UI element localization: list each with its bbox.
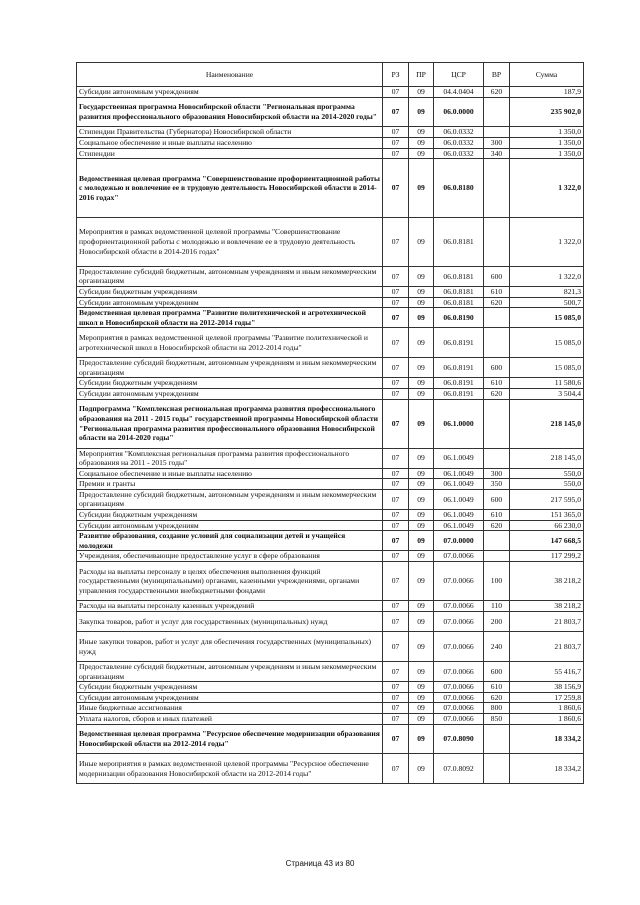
cell-vr: 600 bbox=[484, 489, 510, 509]
cell-pr: 09 bbox=[409, 399, 434, 448]
cell-pr: 09 bbox=[409, 328, 434, 358]
cell-vr: 100 bbox=[484, 562, 510, 601]
cell-vr bbox=[484, 97, 510, 127]
cell-rz: 07 bbox=[383, 358, 409, 378]
cell-rz: 07 bbox=[383, 601, 409, 612]
cell-sum: 218 145,0 bbox=[510, 399, 584, 448]
header-vr: ВР bbox=[484, 63, 510, 87]
table-row bbox=[77, 378, 584, 389]
cell-name: Субсидии бюджетным учреждениям bbox=[77, 286, 383, 297]
table-row bbox=[77, 297, 584, 308]
cell-rz: 07 bbox=[383, 148, 409, 159]
cell-sum: 151 365,0 bbox=[510, 510, 584, 521]
cell-name: Стипендии bbox=[77, 148, 383, 159]
cell-name: Субсидии автономным учреждениям bbox=[77, 297, 383, 308]
cell-rz: 07 bbox=[383, 724, 409, 754]
cell-rz: 07 bbox=[383, 632, 409, 662]
cell-name: Субсидии автономным учреждениям bbox=[77, 692, 383, 703]
cell-rz: 07 bbox=[383, 703, 409, 714]
cell-pr: 09 bbox=[409, 510, 434, 521]
cell-sum: 18 334,2 bbox=[510, 724, 584, 754]
cell-csr: 06.0.8181 bbox=[434, 286, 484, 297]
cell-vr bbox=[484, 308, 510, 328]
table-header-row bbox=[77, 63, 584, 87]
cell-sum: 147 668,5 bbox=[510, 531, 584, 551]
cell-pr: 09 bbox=[409, 703, 434, 714]
cell-pr: 09 bbox=[409, 87, 434, 98]
cell-sum: 1 322,0 bbox=[510, 159, 584, 218]
cell-rz: 07 bbox=[383, 388, 409, 399]
cell-vr: 620 bbox=[484, 520, 510, 531]
cell-name: Закупка товаров, работ и услуг для государственных (муниципальных) нужд bbox=[77, 612, 383, 632]
cell-pr: 09 bbox=[409, 724, 434, 754]
cell-sum: 15 085,0 bbox=[510, 358, 584, 378]
cell-csr: 06.1.0049 bbox=[434, 520, 484, 531]
cell-name: Ведомственная целевая программа "Развитие политехнической и агротехнической школ в Новосибирской области на 2012-2014 годы" bbox=[77, 308, 383, 328]
cell-rz: 07 bbox=[383, 159, 409, 218]
header-sum: Сумма bbox=[510, 63, 584, 87]
cell-vr: 600 bbox=[484, 266, 510, 286]
table-row bbox=[77, 662, 584, 682]
cell-csr: 06.0.8191 bbox=[434, 378, 484, 389]
table-row bbox=[77, 127, 584, 138]
cell-pr: 09 bbox=[409, 266, 434, 286]
cell-csr: 06.0.8191 bbox=[434, 328, 484, 358]
cell-vr: 620 bbox=[484, 388, 510, 399]
cell-rz: 07 bbox=[383, 662, 409, 682]
cell-sum: 1 860,6 bbox=[510, 713, 584, 724]
cell-pr: 09 bbox=[409, 520, 434, 531]
cell-name: Иные закупки товаров, работ и услуг для обеспечения государственных (муниципальных) нужд bbox=[77, 632, 383, 662]
cell-vr: 200 bbox=[484, 612, 510, 632]
table-row bbox=[77, 448, 584, 468]
table-row bbox=[77, 562, 584, 601]
cell-name: Иные мероприятия в рамках ведомственной целевой программы "Ресурсное обеспечение модернизации образования Новосибирской области на 2012-2014 годы" bbox=[77, 754, 383, 784]
cell-rz: 07 bbox=[383, 97, 409, 127]
cell-name: Подпрограмма "Комплексная региональная программа развития профессионального образования на 2011 - 2015 годы" государственной программы Новосибирской области "Региональная программа развития профессионального образования Новосибирской области на 2014-2020 годы" bbox=[77, 399, 383, 448]
cell-sum: 15 085,0 bbox=[510, 328, 584, 358]
cell-sum: 1 322,0 bbox=[510, 217, 584, 266]
cell-pr: 09 bbox=[409, 662, 434, 682]
cell-rz: 07 bbox=[383, 127, 409, 138]
cell-vr bbox=[484, 399, 510, 448]
table-row bbox=[77, 754, 584, 784]
cell-csr: 07.0.0066 bbox=[434, 662, 484, 682]
cell-rz: 07 bbox=[383, 479, 409, 490]
cell-vr: 300 bbox=[484, 137, 510, 148]
cell-csr: 06.1.0049 bbox=[434, 448, 484, 468]
cell-csr: 06.0.8181 bbox=[434, 266, 484, 286]
cell-name: Стипендии Правительства (Губернатора) Новосибирской области bbox=[77, 127, 383, 138]
cell-sum: 821,3 bbox=[510, 286, 584, 297]
cell-sum: 38 218,2 bbox=[510, 601, 584, 612]
cell-name: Расходы на выплаты персоналу в целях обеспечения выполнения функций государственными (муниципальными) органами, казенными учреждениями, органами управления государственными внебюджетными фондами bbox=[77, 562, 383, 601]
cell-csr: 07.0.0066 bbox=[434, 692, 484, 703]
cell-csr: 07.0.0066 bbox=[434, 632, 484, 662]
cell-name: Предоставление субсидий бюджетным, автономным учреждениям и иным некоммерческим организациям bbox=[77, 489, 383, 509]
table-row bbox=[77, 399, 584, 448]
cell-sum: 1 350,0 bbox=[510, 148, 584, 159]
cell-vr bbox=[484, 159, 510, 218]
cell-vr: 610 bbox=[484, 286, 510, 297]
cell-name: Мероприятия "Комплексная региональная программа развития профессионального образования на 2011 - 2015 годы" bbox=[77, 448, 383, 468]
cell-pr: 09 bbox=[409, 754, 434, 784]
cell-pr: 09 bbox=[409, 468, 434, 479]
cell-csr: 06.0.0332 bbox=[434, 127, 484, 138]
cell-csr: 07.0.8090 bbox=[434, 724, 484, 754]
table-row bbox=[77, 217, 584, 266]
header-name: Наименование bbox=[77, 63, 383, 87]
cell-name: Субсидии автономным учреждениям bbox=[77, 87, 383, 98]
cell-csr: 07.0.0066 bbox=[434, 713, 484, 724]
cell-csr: 04.4.0404 bbox=[434, 87, 484, 98]
page-number: Страница 43 из 80 bbox=[285, 859, 355, 868]
cell-csr: 07.0.0066 bbox=[434, 703, 484, 714]
header-csr: ЦСР bbox=[434, 63, 484, 87]
cell-vr: 340 bbox=[484, 148, 510, 159]
cell-rz: 07 bbox=[383, 217, 409, 266]
cell-csr: 07.0.8092 bbox=[434, 754, 484, 784]
cell-rz: 07 bbox=[383, 468, 409, 479]
header-rz: РЗ bbox=[383, 63, 409, 87]
budget-table bbox=[76, 62, 584, 784]
table-row bbox=[77, 713, 584, 724]
cell-csr: 06.0.0000 bbox=[434, 97, 484, 127]
cell-sum: 15 085,0 bbox=[510, 308, 584, 328]
cell-csr: 06.0.8180 bbox=[434, 159, 484, 218]
table-row bbox=[77, 328, 584, 358]
table-row bbox=[77, 468, 584, 479]
table-row bbox=[77, 159, 584, 218]
cell-pr: 09 bbox=[409, 713, 434, 724]
cell-vr bbox=[484, 531, 510, 551]
cell-rz: 07 bbox=[383, 510, 409, 521]
cell-pr: 09 bbox=[409, 692, 434, 703]
table-row bbox=[77, 531, 584, 551]
cell-rz: 07 bbox=[383, 713, 409, 724]
table-row bbox=[77, 97, 584, 127]
cell-csr: 06.1.0049 bbox=[434, 479, 484, 490]
table-row bbox=[77, 601, 584, 612]
cell-sum: 117 299,2 bbox=[510, 551, 584, 562]
cell-csr: 07.0.0000 bbox=[434, 531, 484, 551]
cell-rz: 07 bbox=[383, 399, 409, 448]
cell-name: Ведомственная целевая программа "Ресурсное обеспечение модернизации образования Новосибирской области на 2012-2014 годы" bbox=[77, 724, 383, 754]
cell-csr: 06.0.8191 bbox=[434, 358, 484, 378]
cell-pr: 09 bbox=[409, 601, 434, 612]
cell-rz: 07 bbox=[383, 266, 409, 286]
cell-name: Уплата налогов, сборов и иных платежей bbox=[77, 713, 383, 724]
cell-rz: 07 bbox=[383, 378, 409, 389]
cell-vr: 800 bbox=[484, 703, 510, 714]
cell-csr: 06.1.0049 bbox=[434, 489, 484, 509]
cell-vr bbox=[484, 328, 510, 358]
table-row bbox=[77, 489, 584, 509]
cell-vr: 350 bbox=[484, 479, 510, 490]
table-row bbox=[77, 551, 584, 562]
cell-rz: 07 bbox=[383, 286, 409, 297]
table-row bbox=[77, 388, 584, 399]
cell-name: Субсидии бюджетным учреждениям bbox=[77, 510, 383, 521]
cell-sum: 500,7 bbox=[510, 297, 584, 308]
cell-vr: 620 bbox=[484, 87, 510, 98]
cell-sum: 21 803,7 bbox=[510, 612, 584, 632]
cell-pr: 09 bbox=[409, 297, 434, 308]
table-row bbox=[77, 358, 584, 378]
cell-pr: 09 bbox=[409, 632, 434, 662]
cell-name: Социальное обеспечение и иные выплаты населению bbox=[77, 468, 383, 479]
cell-sum: 550,0 bbox=[510, 479, 584, 490]
cell-csr: 06.0.8181 bbox=[434, 217, 484, 266]
cell-name: Субсидии автономным учреждениям bbox=[77, 388, 383, 399]
cell-rz: 07 bbox=[383, 297, 409, 308]
cell-csr: 06.0.0332 bbox=[434, 148, 484, 159]
cell-rz: 07 bbox=[383, 531, 409, 551]
table-row bbox=[77, 266, 584, 286]
cell-name: Премии и гранты bbox=[77, 479, 383, 490]
cell-sum: 55 416,7 bbox=[510, 662, 584, 682]
cell-rz: 07 bbox=[383, 682, 409, 693]
cell-vr: 610 bbox=[484, 378, 510, 389]
cell-sum: 550,0 bbox=[510, 468, 584, 479]
cell-vr bbox=[484, 754, 510, 784]
cell-sum: 1 350,0 bbox=[510, 127, 584, 138]
cell-sum: 17 259,8 bbox=[510, 692, 584, 703]
cell-name: Субсидии бюджетным учреждениям bbox=[77, 378, 383, 389]
table-row bbox=[77, 612, 584, 632]
cell-pr: 09 bbox=[409, 388, 434, 399]
cell-rz: 07 bbox=[383, 562, 409, 601]
cell-csr: 07.0.0066 bbox=[434, 601, 484, 612]
cell-pr: 09 bbox=[409, 479, 434, 490]
cell-name: Ведомственная целевая программа "Совершенствование профориентационной работы с молодежью и вовлечение ее в трудовую деятельность Новосибирской области в 2014-2016 годах" bbox=[77, 159, 383, 218]
table-row bbox=[77, 286, 584, 297]
cell-csr: 07.0.0066 bbox=[434, 612, 484, 632]
table-row bbox=[77, 682, 584, 693]
cell-sum: 66 230,0 bbox=[510, 520, 584, 531]
cell-name: Государственная программа Новосибирской области "Региональная программа развития профессионального образования Новосибирской области на 2014-2020 годы" bbox=[77, 97, 383, 127]
cell-vr: 300 bbox=[484, 468, 510, 479]
cell-vr: 620 bbox=[484, 297, 510, 308]
table-row bbox=[77, 510, 584, 521]
cell-name: Предоставление субсидий бюджетным, автономным учреждениям и иным некоммерческим организациям bbox=[77, 662, 383, 682]
table-row bbox=[77, 520, 584, 531]
table-row bbox=[77, 137, 584, 148]
cell-pr: 09 bbox=[409, 551, 434, 562]
table-row bbox=[77, 703, 584, 714]
cell-pr: 09 bbox=[409, 531, 434, 551]
cell-pr: 09 bbox=[409, 127, 434, 138]
header-pr: ПР bbox=[409, 63, 434, 87]
table-row bbox=[77, 308, 584, 328]
cell-sum: 38 156,9 bbox=[510, 682, 584, 693]
cell-name: Социальное обеспечение и иные выплаты населению bbox=[77, 137, 383, 148]
cell-sum: 187,9 bbox=[510, 87, 584, 98]
cell-rz: 07 bbox=[383, 489, 409, 509]
cell-pr: 09 bbox=[409, 562, 434, 601]
cell-csr: 06.1.0000 bbox=[434, 399, 484, 448]
cell-sum: 3 504,4 bbox=[510, 388, 584, 399]
cell-sum: 21 803,7 bbox=[510, 632, 584, 662]
cell-rz: 07 bbox=[383, 308, 409, 328]
cell-csr: 06.1.0049 bbox=[434, 468, 484, 479]
cell-csr: 06.0.8191 bbox=[434, 388, 484, 399]
cell-rz: 07 bbox=[383, 692, 409, 703]
cell-pr: 09 bbox=[409, 137, 434, 148]
cell-name: Иные бюджетные ассигнования bbox=[77, 703, 383, 714]
cell-csr: 07.0.0066 bbox=[434, 562, 484, 601]
cell-vr: 600 bbox=[484, 662, 510, 682]
cell-pr: 09 bbox=[409, 612, 434, 632]
cell-csr: 07.0.0066 bbox=[434, 551, 484, 562]
cell-pr: 09 bbox=[409, 286, 434, 297]
cell-rz: 07 bbox=[383, 137, 409, 148]
cell-name: Предоставление субсидий бюджетным, автономным учреждениям и иным некоммерческим организациям bbox=[77, 358, 383, 378]
cell-pr: 09 bbox=[409, 378, 434, 389]
cell-pr: 09 bbox=[409, 489, 434, 509]
table-row bbox=[77, 724, 584, 754]
cell-pr: 09 bbox=[409, 358, 434, 378]
cell-name: Мероприятия в рамках ведомственной целевой программы "Развитие политехнической и агротехнической школ в Новосибирской области на 2012-2014 годы" bbox=[77, 328, 383, 358]
cell-vr bbox=[484, 217, 510, 266]
cell-pr: 09 bbox=[409, 148, 434, 159]
cell-vr: 240 bbox=[484, 632, 510, 662]
cell-sum: 1 322,0 bbox=[510, 266, 584, 286]
cell-sum: 38 218,2 bbox=[510, 562, 584, 601]
cell-rz: 07 bbox=[383, 754, 409, 784]
table-body bbox=[77, 87, 584, 784]
cell-pr: 09 bbox=[409, 308, 434, 328]
cell-name: Субсидии автономным учреждениям bbox=[77, 520, 383, 531]
cell-rz: 07 bbox=[383, 551, 409, 562]
cell-vr bbox=[484, 551, 510, 562]
cell-sum: 1 860,6 bbox=[510, 703, 584, 714]
table-row bbox=[77, 87, 584, 98]
cell-csr: 06.0.0332 bbox=[434, 137, 484, 148]
cell-sum: 217 595,0 bbox=[510, 489, 584, 509]
cell-csr: 06.0.8190 bbox=[434, 308, 484, 328]
cell-pr: 09 bbox=[409, 217, 434, 266]
cell-vr: 610 bbox=[484, 682, 510, 693]
cell-vr bbox=[484, 448, 510, 468]
cell-sum: 1 350,0 bbox=[510, 137, 584, 148]
cell-name: Развитие образования, создание условий для социализации детей и учащейся молодежи bbox=[77, 531, 383, 551]
cell-vr: 600 bbox=[484, 358, 510, 378]
cell-name: Расходы на выплаты персоналу казенных учреждений bbox=[77, 601, 383, 612]
cell-vr: 850 bbox=[484, 713, 510, 724]
cell-sum: 18 334,2 bbox=[510, 754, 584, 784]
table-row bbox=[77, 148, 584, 159]
cell-rz: 07 bbox=[383, 328, 409, 358]
cell-vr: 110 bbox=[484, 601, 510, 612]
cell-name: Субсидии бюджетным учреждениям bbox=[77, 682, 383, 693]
cell-csr: 07.0.0066 bbox=[434, 682, 484, 693]
table-row bbox=[77, 479, 584, 490]
cell-csr: 06.0.8181 bbox=[434, 297, 484, 308]
cell-name: Предоставление субсидий бюджетным, автономным учреждениям и иным некоммерческим организациям bbox=[77, 266, 383, 286]
cell-vr: 620 bbox=[484, 692, 510, 703]
cell-sum: 11 580,6 bbox=[510, 378, 584, 389]
cell-rz: 07 bbox=[383, 612, 409, 632]
cell-name: Учреждения, обеспечивающие предоставление услуг в сфере образования bbox=[77, 551, 383, 562]
cell-pr: 09 bbox=[409, 97, 434, 127]
cell-name: Мероприятия в рамках ведомственной целевой программы "Совершенствование профориентационной работы с молодежью и вовлечение ее в трудовую деятельность Новосибирской области в 2014-2016 годах" bbox=[77, 217, 383, 266]
cell-pr: 09 bbox=[409, 448, 434, 468]
cell-rz: 07 bbox=[383, 87, 409, 98]
cell-sum: 235 902,0 bbox=[510, 97, 584, 127]
cell-vr: 610 bbox=[484, 510, 510, 521]
cell-sum: 218 145,0 bbox=[510, 448, 584, 468]
table-row bbox=[77, 632, 584, 662]
cell-rz: 07 bbox=[383, 520, 409, 531]
table-row bbox=[77, 692, 584, 703]
cell-pr: 09 bbox=[409, 682, 434, 693]
cell-vr bbox=[484, 127, 510, 138]
cell-rz: 07 bbox=[383, 448, 409, 468]
cell-vr bbox=[484, 724, 510, 754]
cell-csr: 06.1.0049 bbox=[434, 510, 484, 521]
cell-pr: 09 bbox=[409, 159, 434, 218]
